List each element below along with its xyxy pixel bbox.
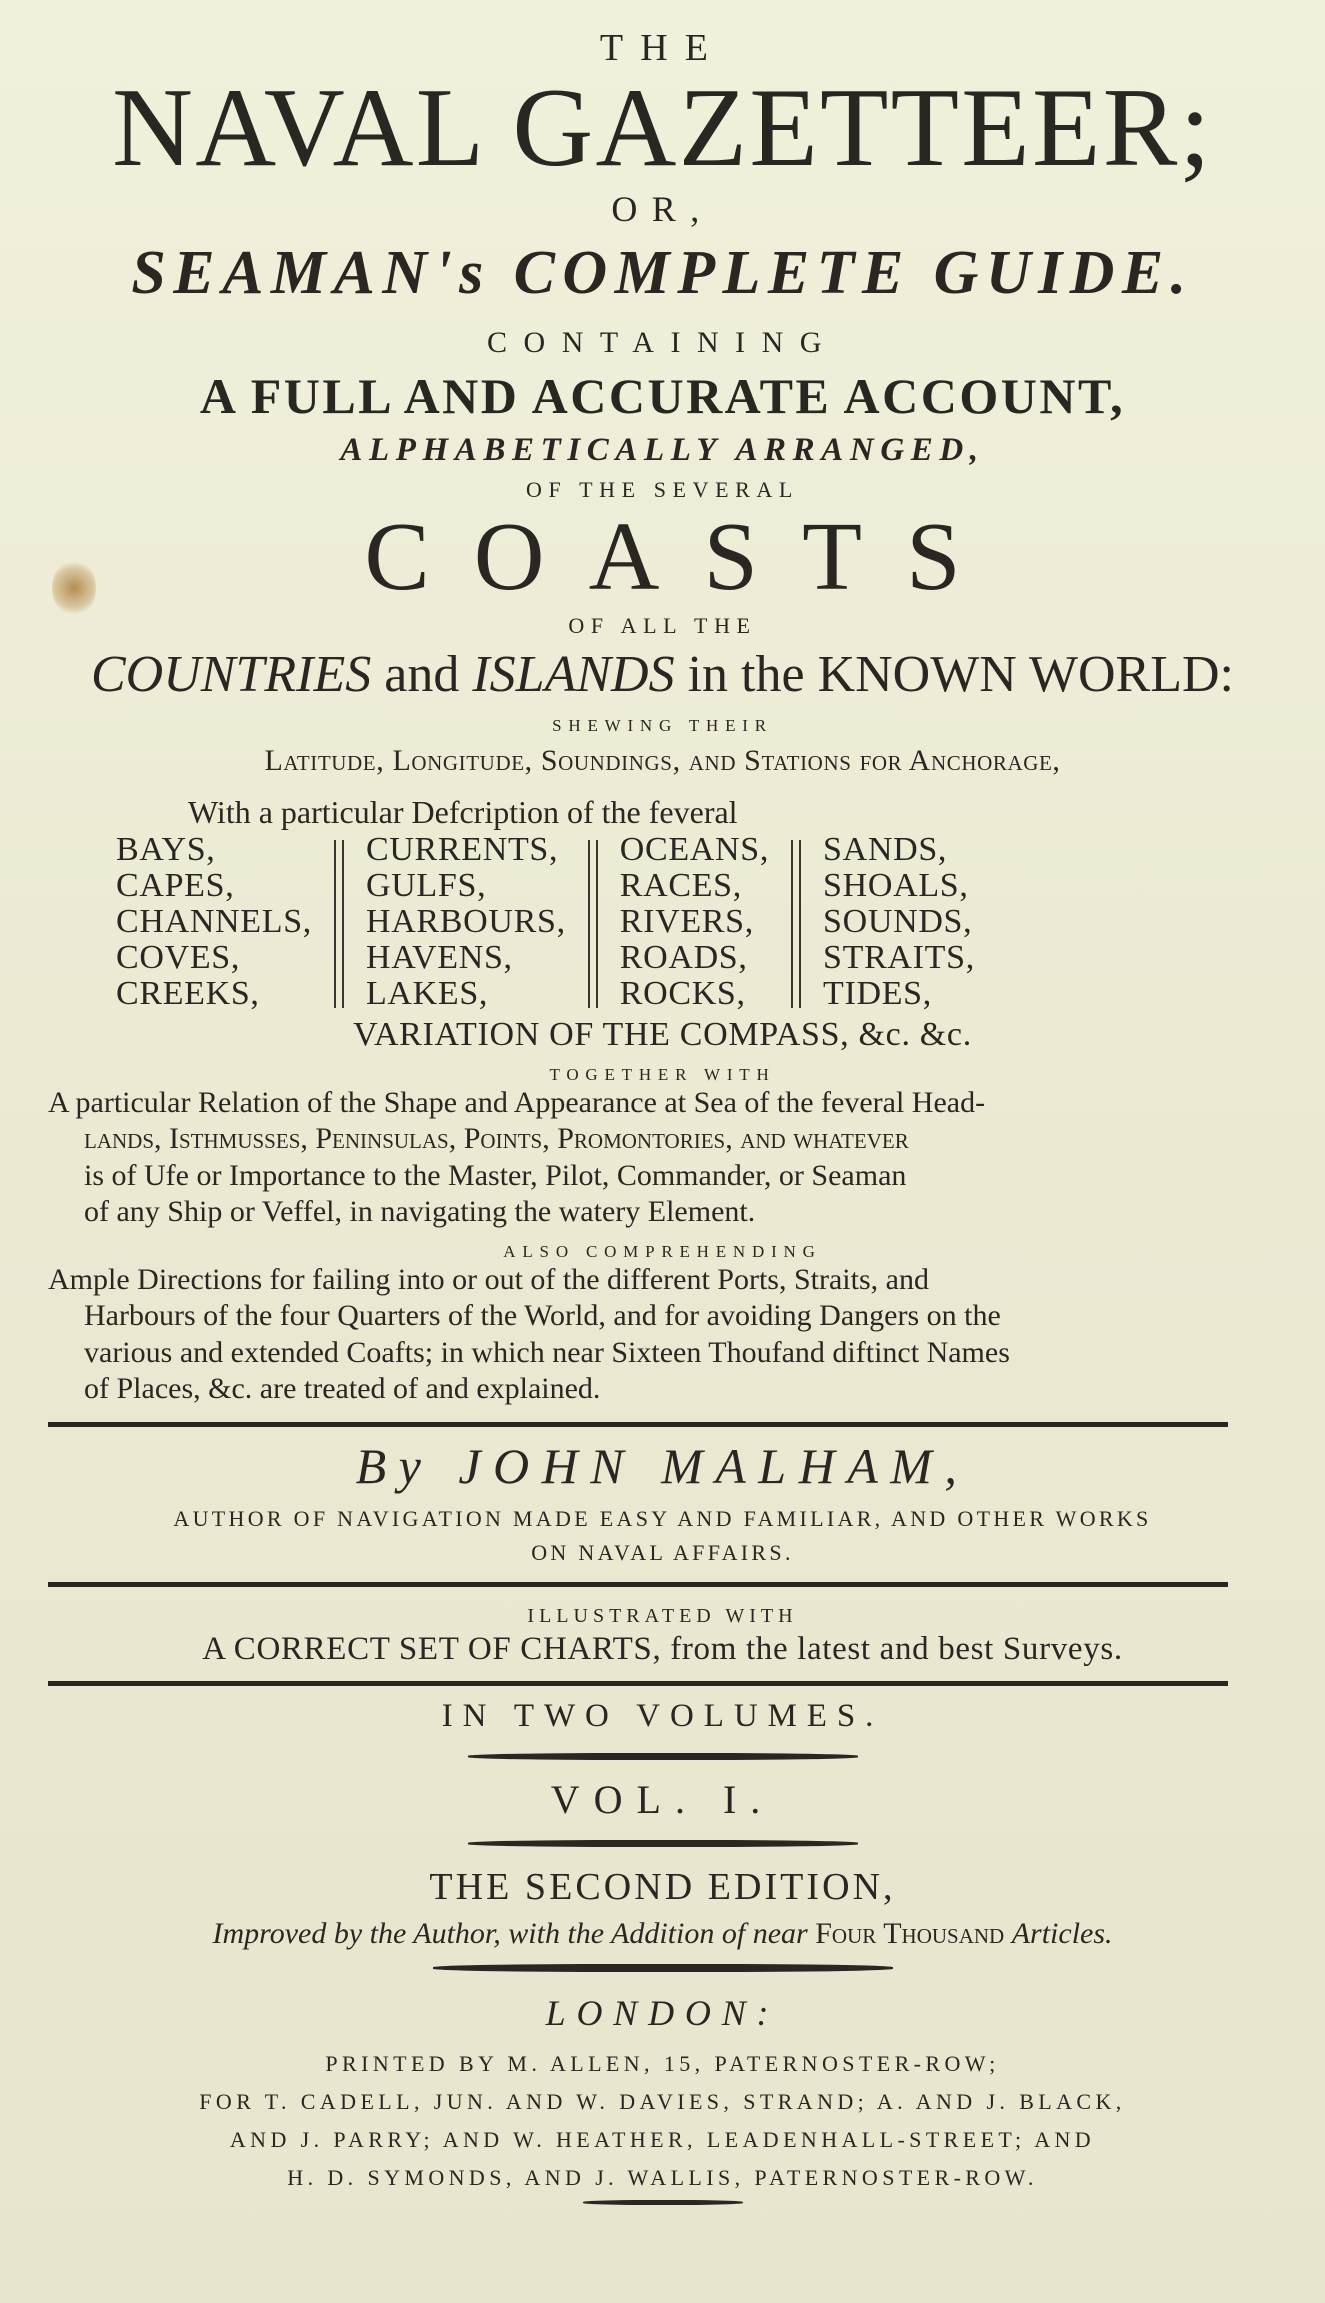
column-item: GULFS, — [365, 867, 487, 905]
imprint — [48, 2045, 1277, 2196]
features-column-1 — [116, 832, 312, 1012]
features-columns — [48, 832, 1277, 1012]
column-item: ROCKS, — [619, 975, 746, 1013]
paragraph-line: is of Ufe or Importance to the Master, Pilot, Commander, or Seaman — [84, 1158, 907, 1192]
variation-line: VARIATION OF THE COMPASS, &c. &c. — [353, 1016, 972, 1054]
islands-word: ISLANDS — [472, 646, 675, 704]
column-item: CREEKS, — [116, 975, 260, 1013]
paragraph-line: A particular Relation of the Shape and Appearance at Sea of the feveral Head- — [48, 1085, 986, 1119]
column-item: COVES, — [116, 939, 241, 977]
illustrated-with-line: ILLUSTRATED WITH — [527, 1605, 798, 1628]
features-column-2 — [366, 832, 566, 1012]
imprint-line: PRINTED BY M. ALLEN, 15, PATERNOSTER-ROW; — [325, 2051, 1000, 2077]
relation-paragraph — [48, 1085, 1277, 1231]
countries-line — [48, 646, 1277, 703]
ornament-bar-3 — [433, 1964, 893, 1972]
column-divider — [334, 840, 344, 1008]
column-item: SHOALS, — [823, 867, 969, 905]
paragraph-line: Harbours of the four Quarters of the World, and for avoiding Dangers on the — [84, 1299, 1001, 1333]
rule-2 — [48, 1582, 1228, 1587]
imprint-line: AND J. PARRY; AND W. HEATHER, LEADENHALL-STREET; AND — [229, 2126, 1096, 2152]
author-byline: By JOHN MALHAM, — [355, 1437, 970, 1494]
column-item: BAYS, — [116, 831, 216, 869]
column-item: HARBOURS, — [365, 903, 566, 941]
of-all-the-line: OF ALL THE — [568, 613, 757, 639]
countries-word: COUNTRIES — [91, 646, 372, 704]
author-credentials — [48, 1502, 1277, 1570]
column-divider — [791, 840, 801, 1008]
subtitle: SEAMAN's COMPLETE GUIDE. — [131, 239, 1194, 308]
ornament-bar-4 — [583, 2200, 743, 2205]
description-line: With a particular Defcription of the feveral — [188, 794, 738, 831]
known-world-text: in the KNOWN WORLD: — [687, 646, 1234, 704]
the-word: THE — [599, 27, 726, 69]
directions-paragraph — [48, 1262, 1277, 1408]
ornament-bar-1 — [468, 1753, 858, 1760]
column-divider — [588, 840, 598, 1008]
and-word: and — [384, 646, 460, 704]
author-line-2: ON NAVAL AFFAIRS. — [531, 1540, 794, 1566]
edition-line: THE SECOND EDITION, — [429, 1865, 896, 1908]
author-line-1: AUTHOR OF NAVIGATION MADE EASY AND FAMILIAR, AND OTHER WORKS — [173, 1505, 1152, 1531]
column-item: OCEANS, — [619, 831, 770, 869]
containing-word: CONTAINING — [487, 325, 838, 359]
rule-3 — [48, 1681, 1228, 1686]
column-item: LAKES, — [365, 975, 489, 1013]
column-item: ROADS, — [619, 939, 748, 977]
column-item: STRAITS, — [823, 939, 975, 977]
paragraph-line: Ample Directions for failing into or out of the different Ports, Straits, and — [48, 1262, 929, 1296]
paragraph-line: lands, Isthmusses, Peninsulas, Points, Promontories, and whatever — [84, 1122, 909, 1156]
london-line: LONDON: — [545, 1992, 780, 2033]
volume-line: VOL. I. — [550, 1776, 775, 1822]
coasts-word: COASTS — [364, 503, 1005, 612]
main-title: NAVAL GAZETTEER; — [112, 65, 1213, 190]
column-item: CURRENTS, — [365, 831, 559, 869]
column-item: CHANNELS, — [116, 903, 312, 941]
improved-italic-text: Improved by the Author, with the Addition of near — [212, 1916, 808, 1950]
articles-text: Articles. — [1011, 1916, 1113, 1950]
column-item: RIVERS, — [619, 903, 754, 941]
together-with-line: TOGETHER WITH — [549, 1064, 776, 1084]
full-account-line: A FULL AND ACCURATE ACCOUNT, — [199, 367, 1126, 424]
foxing-stain — [52, 560, 96, 616]
latitude-line: Latitude, Longitude, Soundings, and Stations for Anchorage, — [264, 744, 1061, 778]
ornament-bar-2 — [468, 1840, 858, 1847]
shewing-line: SHEWING THEIR — [552, 716, 773, 736]
paragraph-line: of Places, &c. are treated of and explained. — [84, 1372, 601, 1406]
column-item: RACES, — [619, 867, 742, 905]
column-item: SOUNDS, — [823, 903, 973, 941]
rule-1 — [48, 1422, 1228, 1427]
imprint-line: FOR T. CADELL, JUN. AND W. DAVIES, STRAND; A. AND J. BLACK, — [199, 2088, 1126, 2114]
column-item: SANDS, — [823, 831, 948, 869]
column-item: CAPES, — [116, 867, 235, 905]
column-item: TIDES, — [823, 975, 932, 1013]
of-the-several-line: OF THE SEVERAL — [526, 476, 799, 502]
imprint-line: H. D. SYMONDS, AND J. WALLIS, PATERNOSTER-ROW. — [287, 2164, 1038, 2190]
paragraph-line: various and extended Coafts; in which near Sixteen Thoufand diftinct Names — [84, 1335, 1010, 1369]
features-column-4 — [823, 832, 975, 1012]
alphabetically-line: ALPHABETICALLY ARRANGED, — [340, 431, 985, 468]
improved-line — [48, 1917, 1277, 1950]
column-item: HAVENS, — [365, 939, 513, 977]
or-word: OR, — [611, 188, 714, 229]
features-column-3 — [620, 832, 769, 1012]
charts-line: A CORRECT SET OF CHARTS, from the latest and best Surveys. — [202, 1631, 1123, 1668]
paragraph-line: of any Ship or Veffel, in navigating the watery Element. — [84, 1195, 756, 1229]
also-comprehending-line: ALSO COMPREHENDING — [503, 1241, 822, 1261]
four-thousand-text: Four Thousand — [815, 1916, 1005, 1950]
two-volumes-line: IN TWO VOLUMES. — [441, 1698, 884, 1735]
